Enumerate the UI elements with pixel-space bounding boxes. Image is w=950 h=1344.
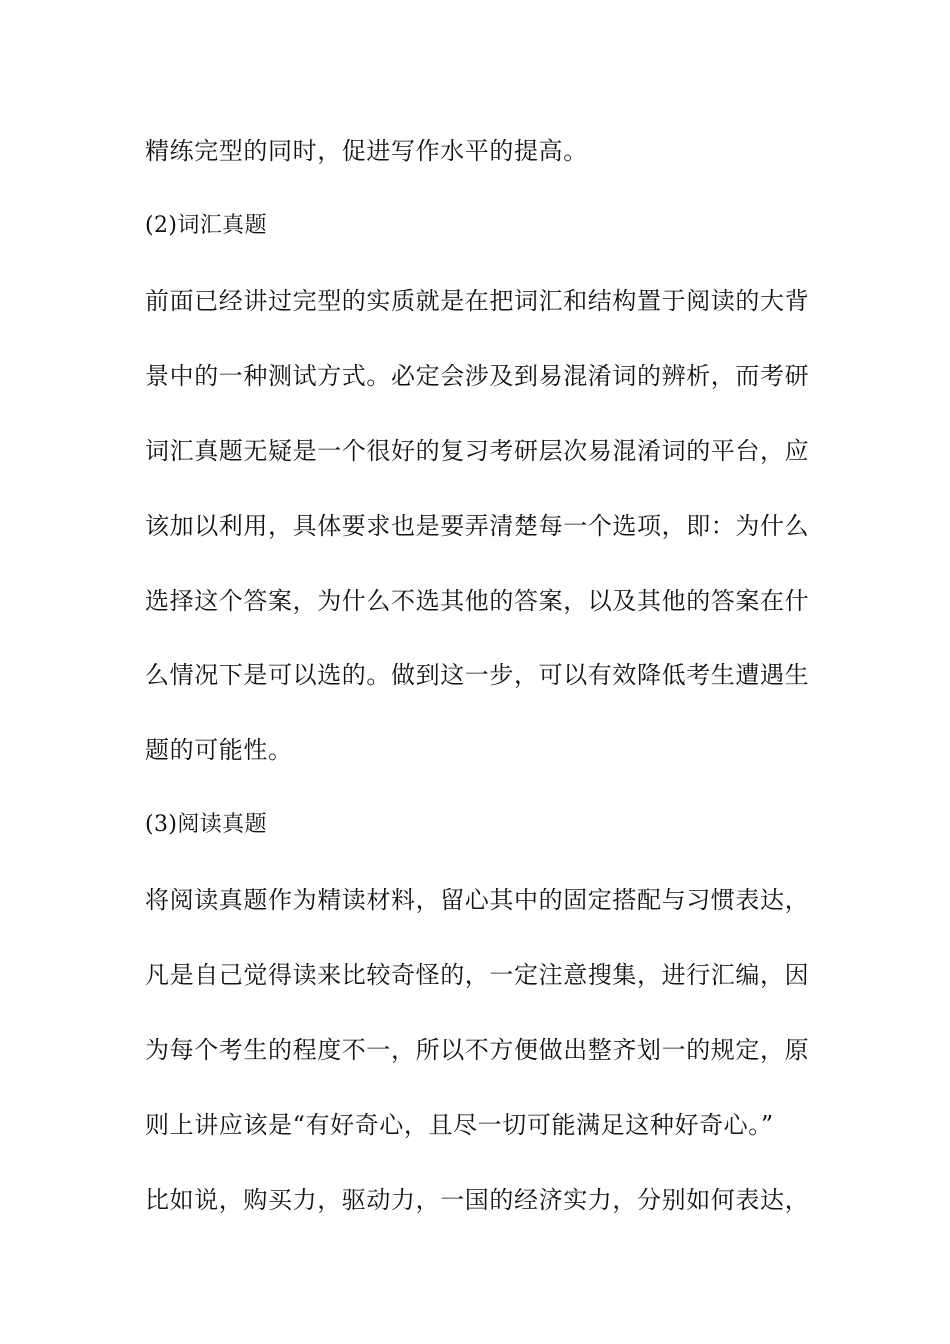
- paragraph-line: 前面已经讲过完型的实质就是在把词汇和结构置于阅读的大背: [145, 287, 810, 315]
- paragraph-line: 比如说，购买力，驱动力，一国的经济实力，分别如何表达，: [145, 1186, 810, 1214]
- paragraph-line: 么情况下是可以选的。做到这一步，可以有效降低考生遭遇生: [145, 661, 810, 689]
- section-heading-vocabulary: (2)词汇真题: [145, 213, 267, 238]
- paragraph-line: 精练完型的同时，促进写作水平的提高。: [145, 137, 588, 165]
- paragraph-line: 词汇真题无疑是一个很好的复习考研层次易混淆词的平台，应: [145, 437, 810, 465]
- paragraph-line: 则上讲应该是“有好奇心，且尽一切可能满足这种好奇心。”: [145, 1111, 774, 1139]
- paragraph-line: 为每个考生的程度不一，所以不方便做出整齐划一的规定，原: [145, 1036, 810, 1064]
- paragraph-line: 选择这个答案，为什么不选其他的答案，以及其他的答案在什: [145, 587, 810, 615]
- paragraph-line: 该加以利用，具体要求也是要弄清楚每一个选项，即：为什么: [145, 512, 810, 540]
- paragraph-line: 题的可能性。: [145, 736, 293, 764]
- paragraph-line: 凡是自己觉得读来比较奇怪的，一定注意搜集，进行汇编，因: [145, 961, 810, 989]
- paragraph-line: 景中的一种测试方式。必定会涉及到易混淆词的辨析，而考研: [145, 362, 810, 390]
- section-heading-reading: (3)阅读真题: [145, 812, 267, 837]
- paragraph-line: 将阅读真题作为精读材料，留心其中的固定搭配与习惯表达，: [145, 886, 810, 914]
